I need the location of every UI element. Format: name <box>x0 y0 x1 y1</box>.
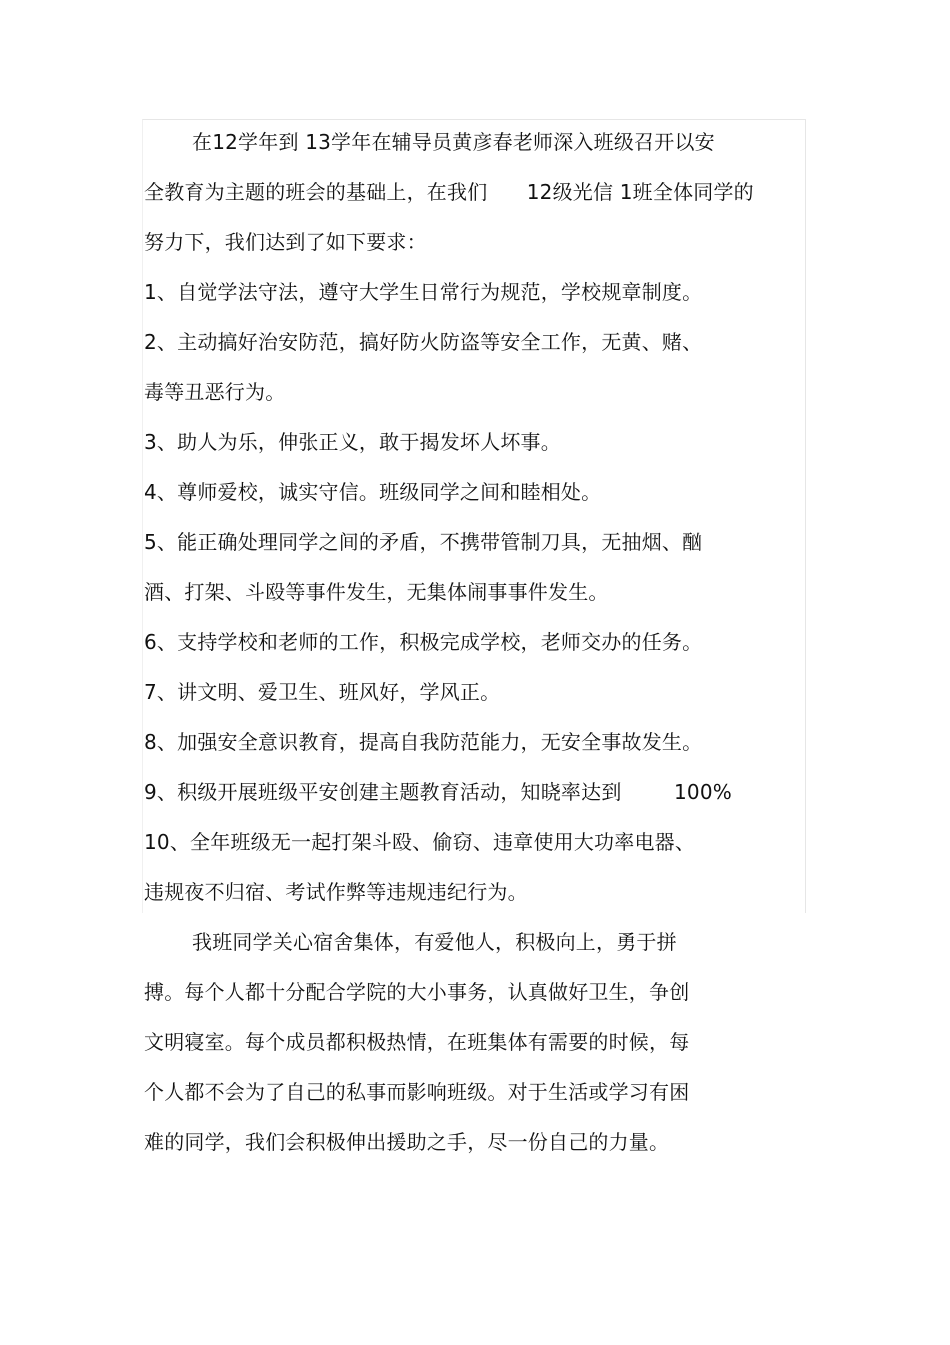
paragraph-line: 在12学年到 13学年在辅导员黄彦春老师深入班级召开以安 <box>192 130 715 154</box>
paragraph-line: 个人都不会为了自己的私事而影响班级。对于生活或学习有困 <box>144 1080 690 1104</box>
list-item-continuation: 毒等丑恶行为。 <box>144 380 286 404</box>
list-item-continuation: 酒、打架、斗殴等事件发生，无集体闹事事件发生。 <box>144 580 609 604</box>
list-item: 6、支持学校和老师的工作，积极完成学校，老师交办的任务。 <box>144 630 703 654</box>
list-item: 1、自觉学法守法，遵守大学生日常行为规范，学校规章制度。 <box>144 280 703 304</box>
paragraph-line: 我班同学关心宿舍集体，有爱他人，积极向上，勇于拼 <box>192 930 677 954</box>
list-item: 5、能正确处理同学之间的矛盾，不携带管制刀具，无抽烟、酗 <box>144 530 703 554</box>
list-item: 3、助人为乐，伸张正义，敢于揭发坏人坏事。 <box>144 430 561 454</box>
list-item: 9、积级开展班级平安创建主题教育活动，知晓率达到 100% <box>144 780 732 804</box>
paragraph-line: 文明寝室。每个成员都积极热情，在班集体有需要的时候，每 <box>144 1030 690 1054</box>
list-item-continuation: 违规夜不归宿、考试作弊等违规违纪行为。 <box>144 880 528 904</box>
paragraph-line: 全教育为主题的班会的基础上，在我们 12级光信 1班全体同学的 <box>144 180 754 204</box>
paragraph-line: 搏。每个人都十分配合学院的大小事务，认真做好卫生，争创 <box>144 980 690 1004</box>
list-item: 7、讲文明、爱卫生、班风好，学风正。 <box>144 680 501 704</box>
list-item: 4、尊师爱校，诚实守信。班级同学之间和睦相处。 <box>144 480 602 504</box>
list-item: 2、主动搞好治安防范，搞好防火防盗等安全工作，无黄、赌、 <box>144 330 703 354</box>
list-item: 10、全年班级无一起打架斗殴、偷窃、违章使用大功率电器、 <box>144 830 696 854</box>
list-item: 8、加强安全意识教育，提高自我防范能力，无安全事故发生。 <box>144 730 703 754</box>
paragraph-line: 努力下，我们达到了如下要求： <box>144 230 427 254</box>
paragraph-line: 难的同学，我们会积极伸出援助之手，尽一份自己的力量。 <box>144 1130 670 1154</box>
